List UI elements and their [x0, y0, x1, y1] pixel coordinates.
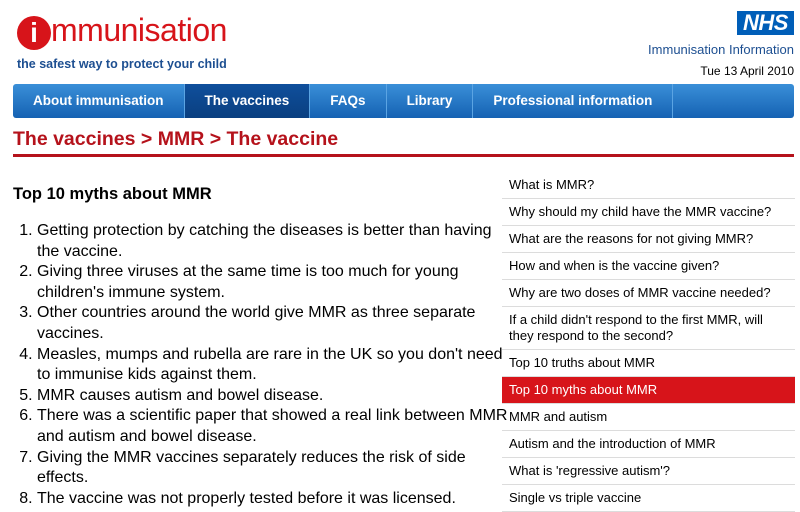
immunisation-information-title: Immunisation Information [648, 42, 794, 57]
sidebar-nav [502, 172, 795, 512]
sidebar-item-mmr-autism[interactable]: MMR and autism [502, 404, 795, 431]
current-date: Tue 13 April 2010 [700, 64, 794, 78]
logo-text: mmunisation [51, 12, 227, 48]
myth-item: 5. MMR causes autism and bowel disease. [37, 386, 517, 407]
nhs-logo[interactable]: NHS [737, 11, 794, 35]
sidebar-item-single-vs-triple[interactable]: Single vs triple vaccine [502, 485, 795, 512]
page-heading: Top 10 myths about MMR [13, 185, 212, 203]
myths-list [13, 221, 517, 509]
sidebar-item-two-doses[interactable]: Why are two doses of MMR vaccine needed? [502, 280, 795, 307]
myth-item: 7. Giving the MMR vaccines separately reduces the risk of side effects. [37, 448, 517, 489]
sidebar-item-second-response[interactable]: If a child didn't respond to the first MMR, will they respond to the second? [502, 307, 795, 350]
breadcrumb: The vaccines > MMR > The vaccine [13, 128, 339, 150]
main-nav [13, 84, 794, 118]
nav-faqs[interactable]: FAQs [310, 84, 386, 118]
myth-item: 3. Other countries around the world give MMR as three separate vaccines. [37, 303, 517, 344]
sidebar-item-how-when-given[interactable]: How and when is the vaccine given? [502, 253, 795, 280]
myth-item: 1. Getting protection by catching the diseases is better than having the vaccine. [37, 221, 517, 262]
nav-professional-information[interactable]: Professional information [473, 84, 673, 118]
tagline: the safest way to protect your child [17, 57, 227, 71]
sidebar-item-what-is-mmr[interactable]: What is MMR? [502, 172, 795, 199]
myth-item: 2. Giving three viruses at the same time is too much for young children's immune system. [37, 262, 517, 303]
sidebar-item-top-10-myths[interactable]: Top 10 myths about MMR [502, 377, 795, 404]
logo-letter: i [17, 16, 51, 50]
nav-the-vaccines[interactable]: The vaccines [185, 84, 311, 118]
sidebar-item-why-vaccine[interactable]: Why should my child have the MMR vaccine? [502, 199, 795, 226]
myth-item: 4. Measles, mumps and rubella are rare in the UK so you don't need to immunise kids against them. [37, 345, 517, 386]
sidebar-item-regressive-autism[interactable]: What is 'regressive autism'? [502, 458, 795, 485]
myth-item: 6. There was a scientific paper that showed a real link between MMR and autism and bowel disease. [37, 406, 517, 447]
myth-item: 8. The vaccine was not properly tested before it was licensed. [37, 489, 517, 510]
nav-about-immunisation[interactable]: About immunisation [13, 84, 185, 118]
sidebar-item-autism-introduction[interactable]: Autism and the introduction of MMR [502, 431, 795, 458]
nav-library[interactable]: Library [387, 84, 474, 118]
sidebar-item-reasons-not-giving[interactable]: What are the reasons for not giving MMR? [502, 226, 795, 253]
breadcrumb-divider [13, 154, 794, 157]
sidebar-item-top-10-truths[interactable]: Top 10 truths about MMR [502, 350, 795, 377]
